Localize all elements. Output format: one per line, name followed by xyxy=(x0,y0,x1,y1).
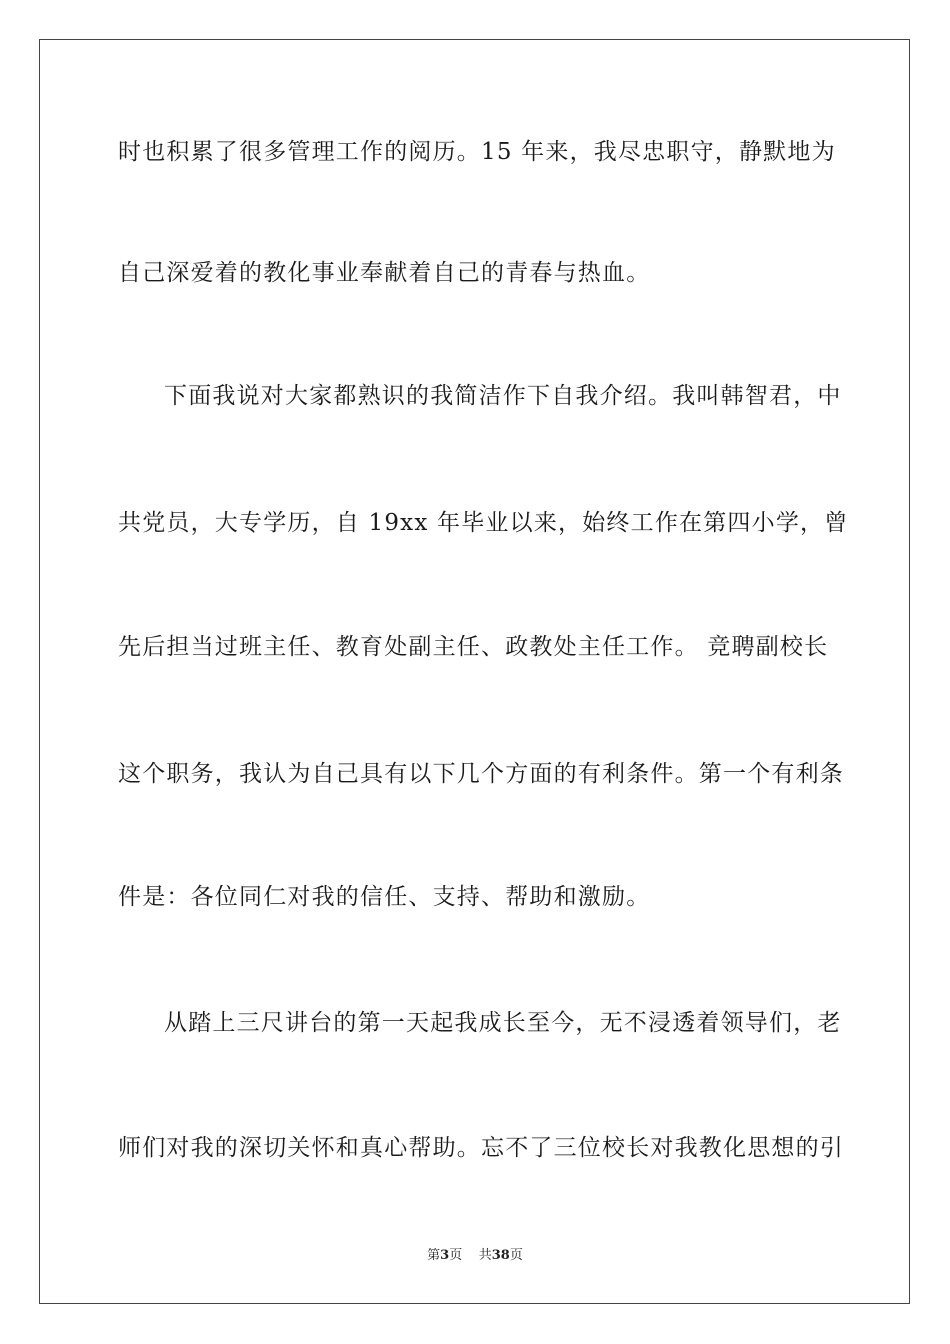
text-line-5: 先后担当过班主任、教育处副主任、政教处主任工作。 竞聘副校长 xyxy=(118,634,829,660)
page-number-current: 3 xyxy=(440,1248,450,1263)
page-footer xyxy=(0,1247,950,1265)
page-number-suffix: 页 xyxy=(449,1248,463,1263)
text-line-4: 共党员，大专学历，自 19xx 年毕业以来，始终工作在第四小学，曾 xyxy=(118,510,849,536)
text-line-6: 这个职务，我认为自己具有以下几个方面的有利条件。第一个有利条 xyxy=(118,761,844,787)
text-line-7: 件是：各位同仁对我的信任、支持、帮助和激励。 xyxy=(118,884,651,910)
page-total-prefix: 共 xyxy=(478,1248,492,1263)
page-total: 38 xyxy=(491,1248,510,1263)
text-line-1: 时也积累了很多管理工作的阅历。15 年来，我尽忠职守，静默地为 xyxy=(118,139,836,165)
text-line-2: 自己深爱着的教化事业奉献着自己的青春与热血。 xyxy=(118,260,651,286)
paragraph-start-line: 从踏上三尺讲台的第一天起我成长至今，无不浸透着领导们，老 xyxy=(164,1010,842,1036)
text-line-9: 师们对我的深切关怀和真心帮助。忘不了三位校长对我教化思想的引 xyxy=(118,1135,844,1161)
paragraph-start-line: 下面我说对大家都熟识的我简洁作下自我介绍。我叫韩智君，中 xyxy=(164,383,842,409)
page-number-prefix: 第 xyxy=(427,1248,441,1263)
page-total-suffix: 页 xyxy=(509,1248,523,1263)
page-frame xyxy=(39,39,910,1304)
